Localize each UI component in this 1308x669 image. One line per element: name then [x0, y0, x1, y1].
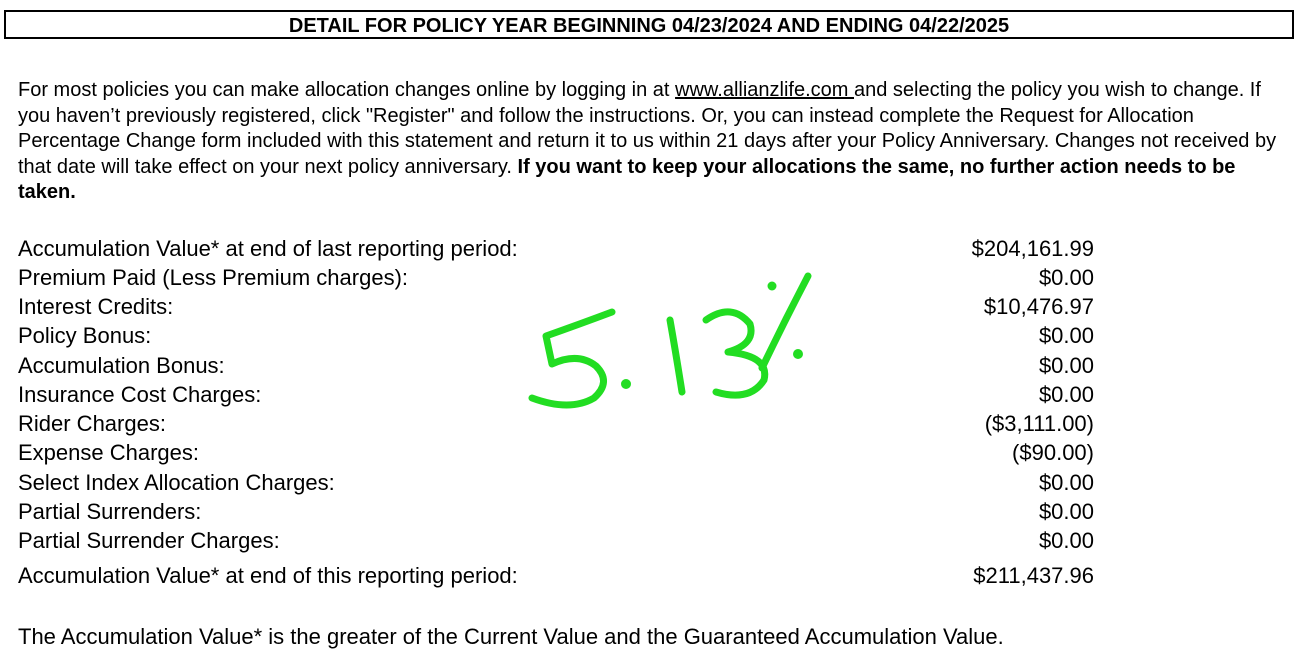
- row-label: Accumulation Value* at end of this reporting period:: [18, 563, 518, 588]
- footer-note: The Accumulation Value* is the greater of the Current Value and the Guaranteed Accumulation Value.: [18, 624, 1004, 649]
- row-label: Rider Charges:: [18, 411, 166, 436]
- table-row: [18, 528, 1094, 557]
- page-title: DETAIL FOR POLICY YEAR BEGINNING 04/23/2024 AND ENDING 04/22/2025: [288, 15, 1010, 37]
- row-label: Partial Surrenders:: [18, 499, 202, 524]
- row-value: $0.00: [1038, 528, 1094, 553]
- row-label: Policy Bonus:: [18, 323, 152, 348]
- row-value: ($90.00): [1012, 440, 1094, 465]
- row-value: $0.00: [1038, 470, 1094, 495]
- row-value: $204,161.99: [971, 236, 1094, 261]
- table-row-total: [18, 563, 1094, 592]
- table-row: [18, 236, 1094, 265]
- row-label: Expense Charges:: [18, 440, 199, 465]
- row-label: Accumulation Value* at end of last reporting period:: [18, 236, 518, 261]
- row-label: Accumulation Bonus:: [18, 353, 225, 378]
- table-row: [18, 470, 1094, 499]
- row-value: $10,476.97: [983, 294, 1094, 319]
- header-box: [4, 10, 1294, 39]
- allianzlife-link[interactable]: www.allianzlife.com: [675, 79, 854, 101]
- annotation-digit-five: [532, 312, 612, 405]
- row-value: $0.00: [1038, 382, 1094, 407]
- intro-text-1: For most policies you can make allocation changes online by logging in at: [18, 79, 676, 101]
- row-value: $0.00: [1038, 499, 1094, 524]
- intro-paragraph: [18, 78, 1280, 206]
- row-label: Partial Surrender Charges:: [18, 528, 280, 553]
- row-label: Select Index Allocation Charges:: [18, 470, 335, 495]
- handwritten-annotation: [520, 262, 830, 422]
- intro-text-2: and selecting the policy you wish to change. If you haven’t previously registered, click "Register" and follow the instructions. Or, you can instead complete the Request for Allocation Percentage Change form included with this statement and return it to us within 21 days after your Policy Anniversary. Changes not received by that date will take effect on your next policy anniversary.: [18, 79, 1277, 178]
- row-value: $0.00: [1038, 323, 1094, 348]
- row-label: Interest Credits:: [18, 294, 174, 319]
- table-row: [18, 440, 1094, 469]
- row-value: $0.00: [1038, 353, 1094, 378]
- row-label: Premium Paid (Less Premium charges):: [18, 265, 409, 290]
- row-label: Insurance Cost Charges:: [18, 382, 262, 407]
- annotation-digit-three: [706, 312, 765, 395]
- intro-bold-text: If you want to keep your allocations the same, no further action needs to be taken.: [18, 155, 1236, 203]
- annotation-percent-dot-top: [768, 282, 777, 291]
- annotation-percent-dot-bottom: [793, 349, 803, 359]
- row-value: ($3,111.00): [984, 411, 1094, 436]
- annotation-digit-one: [670, 320, 682, 392]
- row-value: $211,437.96: [973, 563, 1094, 588]
- row-value: $0.00: [1038, 265, 1094, 290]
- annotation-decimal-point: [621, 379, 631, 389]
- table-row: [18, 499, 1094, 528]
